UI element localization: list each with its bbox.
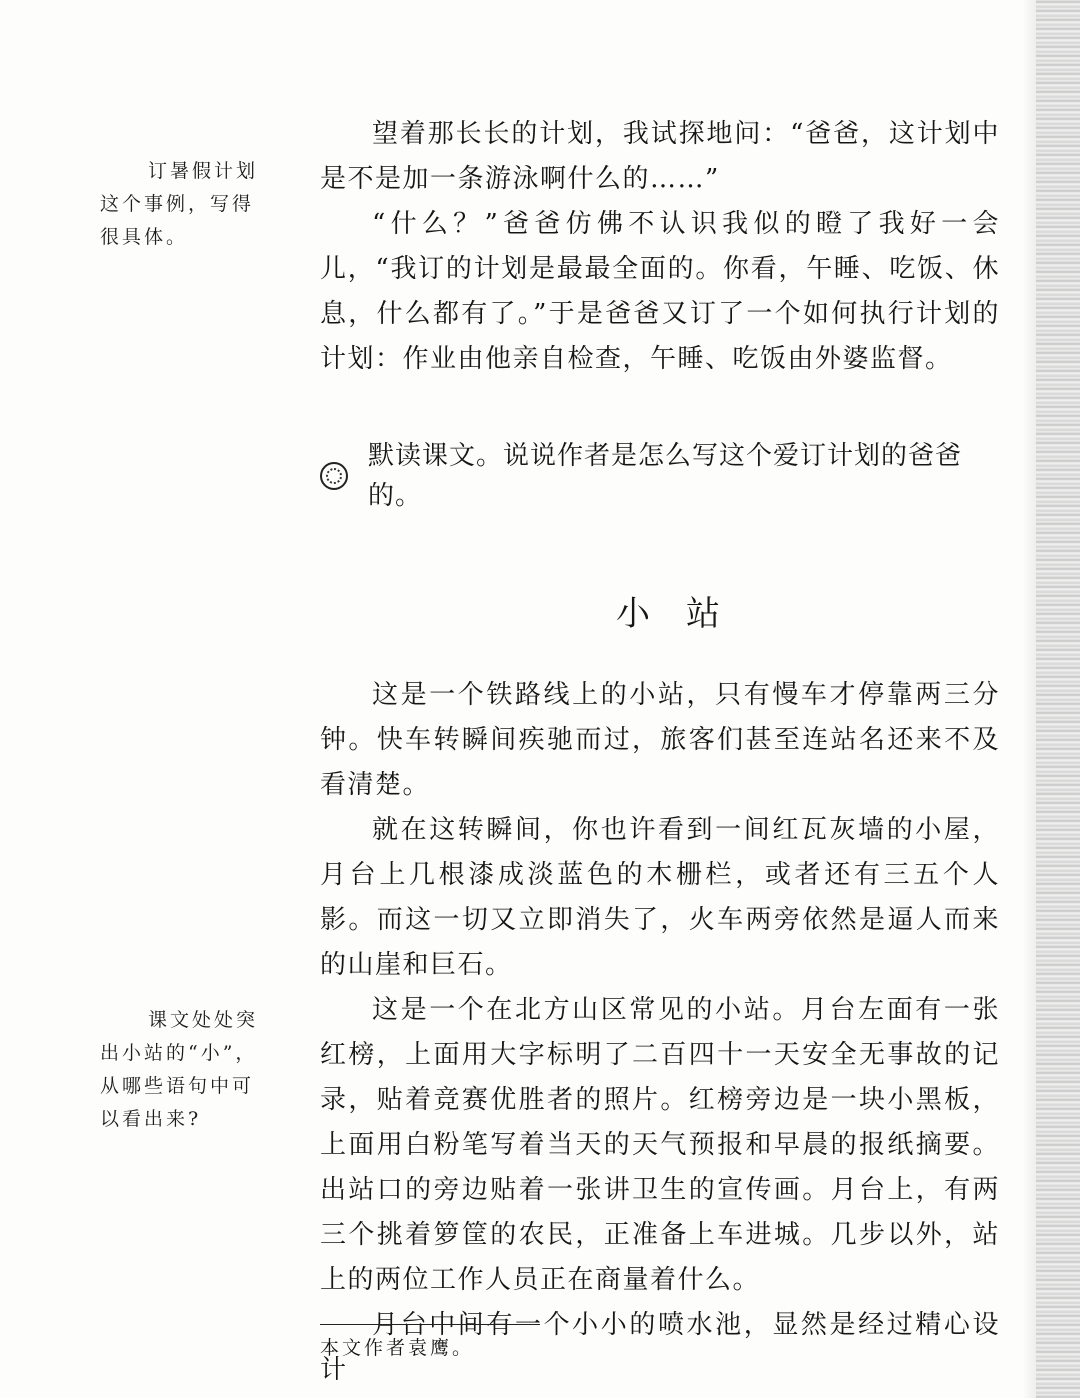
paragraph: 就在这转瞬间，你也许看到一间红瓦灰墙的小屋，月台上几根漆成淡蓝色的木栅栏，或者还有三五个人影。而这一切又立即消失了，火车两旁依然是逼人而来的山崖和巨石。: [320, 815, 1000, 980]
exercise-text: 默读课文。说说作者是怎么写这个爱订计划的爸爸的。: [368, 441, 963, 511]
margin-note-line: 以看出来?: [100, 1108, 202, 1130]
margin-note-line: 订暑假计划: [148, 160, 259, 182]
margin-note-line: 很具体。: [100, 226, 189, 248]
paragraph: 月台中间有一个小小的喷水池，显然是经过精心设计: [320, 1310, 1000, 1385]
reading-circle-icon: [320, 462, 348, 490]
paragraph: “什么？”爸爸仿佛不认识我似的瞪了我好一会儿，“我订的计划是最最全面的。你看，午睡、吃饭、休息，什么都有了。”于是爸爸又订了一个如何执行计划的计划：作业由他亲自检查，午睡、吃饭由外婆监督。: [320, 209, 1000, 374]
footnote: 本文作者袁鹰。: [320, 1337, 475, 1359]
margin-note-line: 出小站的“小”，: [100, 1042, 258, 1064]
margin-note-line: 课文处处突: [148, 1009, 259, 1031]
margin-note-line: 这个事例，写得: [100, 193, 255, 215]
footnote-divider: [320, 1324, 540, 1325]
binding-shadow: [1022, 0, 1036, 1398]
lesson-body: [320, 673, 1000, 1393]
paragraph: 这是一个铁路线上的小站，只有慢车才停靠两三分钟。快车转瞬间疾驰而过，旅客们甚至连站名还来不及看清楚。: [320, 680, 1000, 800]
margin-note-2: [100, 1004, 270, 1136]
lesson-title: 小站: [616, 594, 756, 634]
passage-continuation: [320, 112, 1000, 382]
book-binding-edge: [1036, 0, 1080, 1398]
reading-exercise: [320, 436, 1010, 516]
paragraph: 望着那长长的计划，我试探地问：“爸爸，这计划中是不是加一条游泳啊什么的……”: [320, 119, 1000, 194]
margin-note-line: 从哪些语句中可: [100, 1075, 255, 1097]
margin-note-1: [100, 155, 270, 254]
paragraph: 这是一个在北方山区常见的小站。月台左面有一张红榜，上面用大字标明了二百四十一天安全无事故的记录，贴着竞赛优胜者的照片。红榜旁边是一块小黑板，上面用白粉笔写着当天的天气预报和早晨的报纸摘要。出站口的旁边贴着一张讲卫生的宣传画。月台上，有两三个挑着箩筐的农民，正准备上车进城。几步以外，站上的两位工作人员正在商量着什么。: [320, 995, 1000, 1295]
